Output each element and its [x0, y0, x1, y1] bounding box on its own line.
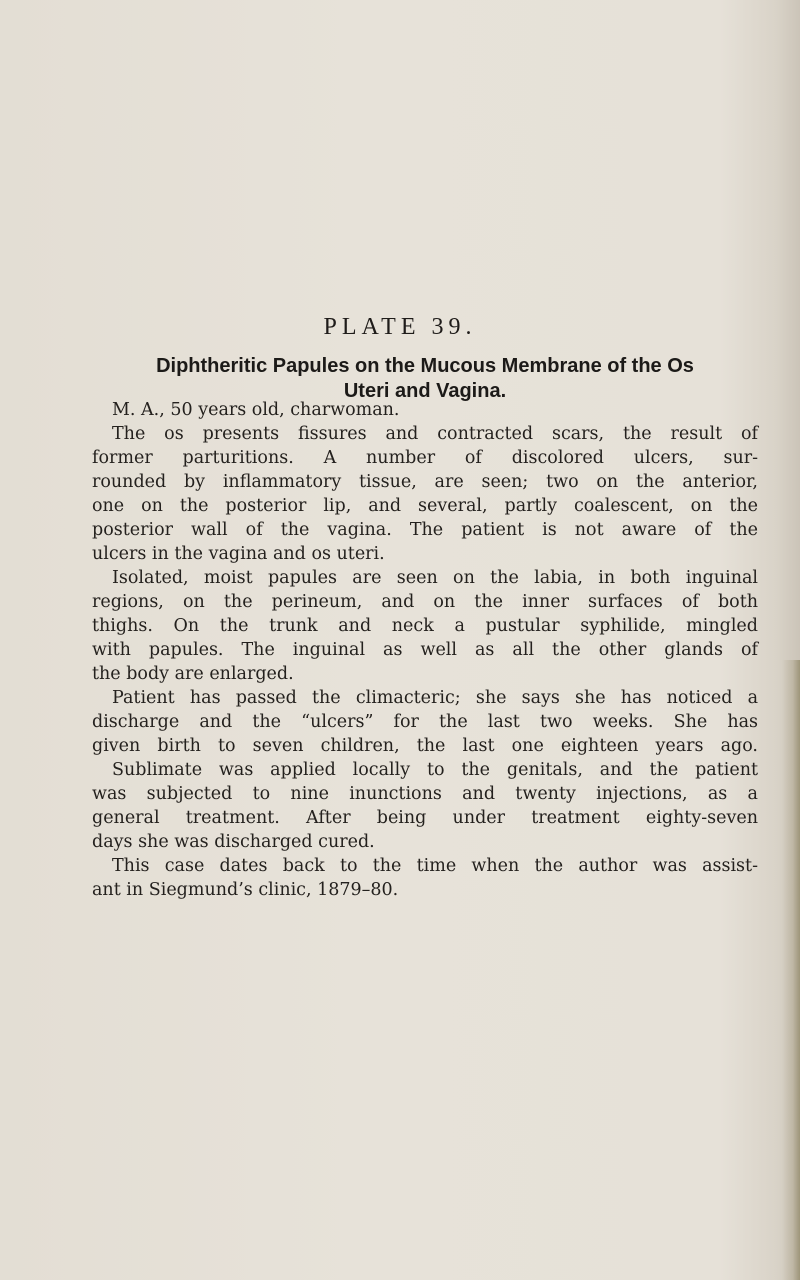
subtitle-line: Uteri and Vagina.: [343, 380, 507, 402]
text-line: the body are enlarged.: [92, 664, 294, 684]
text-line: former parturitions. A number of discolored ulcers, sur-: [92, 448, 758, 468]
text-line: ulcers in the vagina and os uteri.: [92, 544, 385, 564]
text-line: ant in Siegmund’s clinic, 1879–80.: [92, 880, 399, 900]
text-line: M. A., 50 years old, charwoman.: [112, 400, 400, 420]
text-line: was subjected to nine inunctions and twenty injections, as a: [92, 784, 758, 804]
text-line: thighs. On the trunk and neck a pustular syphilide, mingled: [92, 616, 758, 636]
page-edge-shadow: [782, 660, 800, 1280]
text-line: regions, on the perineum, and on the inner surfaces of both: [92, 592, 758, 612]
text-line: posterior wall of the vagina. The patient is not aware of the: [92, 520, 758, 540]
case-description: [92, 398, 758, 902]
text-line: This case dates back to the time when the author was assist-: [112, 856, 758, 876]
text-line: with papules. The inguinal as well as all the other glands of: [92, 640, 758, 660]
text-line: given birth to seven children, the last one eighteen years ago.: [92, 736, 758, 756]
plate-title: PLATE 39.: [323, 314, 477, 340]
text-line: Sublimate was applied locally to the genitals, and the patient: [112, 760, 758, 780]
plate-subtitle: [94, 354, 756, 404]
text-line: discharge and the “ulcers” for the last two weeks. She has: [92, 712, 758, 732]
text-line: Isolated, moist papules are seen on the labia, in both inguinal: [112, 568, 758, 588]
text-line: general treatment. After being under treatment eighty-seven: [92, 808, 758, 828]
text-line: The os presents fissures and contracted scars, the result of: [112, 424, 758, 444]
text-line: Patient has passed the climacteric; she says she has noticed a: [112, 688, 758, 708]
text-line: one on the posterior lip, and several, partly coalescent, on the: [92, 496, 758, 516]
text-line: days she was discharged cured.: [92, 832, 375, 852]
subtitle-line: Diphtheritic Papules on the Mucous Membrane of the Os: [156, 355, 694, 377]
text-line: rounded by inflammatory tissue, are seen; two on the anterior,: [92, 472, 758, 492]
